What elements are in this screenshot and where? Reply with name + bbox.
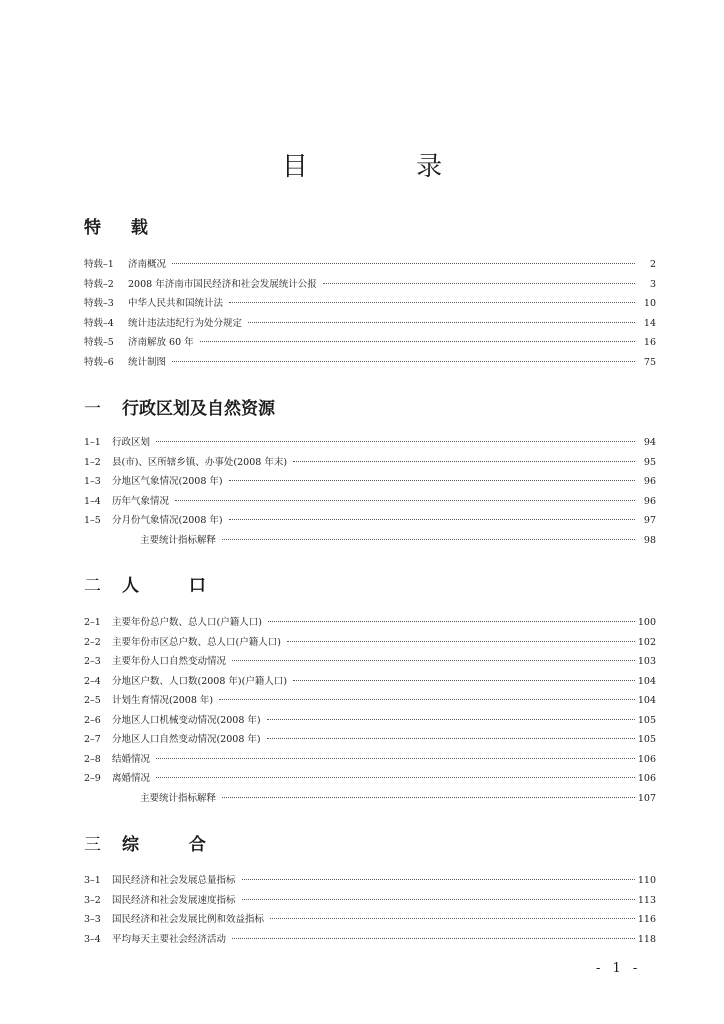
entry-page: 110 [637, 875, 656, 886]
entry-label: 国民经济和社会发展速度指标 [112, 894, 236, 906]
entry-label: 济南概况 [128, 259, 167, 270]
entry-page: 106 [637, 773, 656, 784]
entry-page: 14 [643, 317, 656, 329]
section-heading-administrative[interactable] [84, 394, 275, 419]
dot-leader [229, 519, 635, 520]
section-heading-population[interactable] [84, 571, 228, 596]
entry-code: 特载–2 [84, 278, 114, 290]
toc-entry[interactable] [84, 633, 656, 653]
toc-entry[interactable] [84, 652, 656, 672]
toc-entry[interactable] [84, 333, 656, 353]
dot-leader [242, 899, 635, 900]
entry-code: 1–3 [84, 476, 101, 487]
toc-entry[interactable] [84, 910, 656, 930]
entry-label: 行政区划 [112, 437, 151, 448]
entry-label: 分地区气象情况(2008 年) [112, 476, 223, 487]
entry-code: 3–2 [84, 894, 101, 906]
entry-code: 特载–3 [84, 298, 114, 309]
dot-leader [287, 641, 635, 642]
toc-entry[interactable] [84, 672, 656, 692]
entry-code: 1–2 [84, 456, 101, 468]
toc-entry[interactable] [84, 531, 656, 551]
toc-entry[interactable] [84, 691, 656, 711]
dot-leader [293, 680, 635, 681]
entry-label: 统计违法违纪行为处分规定 [128, 317, 243, 329]
entry-page: 107 [637, 792, 656, 804]
entry-label: 分地区人口机械变动情况(2008 年) [112, 714, 261, 726]
entry-label: 主要统计指标解释 [140, 792, 217, 804]
dot-leader [242, 879, 635, 880]
dot-leader [156, 758, 635, 759]
entry-label: 主要年份市区总户数、总人口(户籍人口) [112, 636, 281, 648]
dot-leader [293, 461, 635, 462]
entry-page: 113 [637, 894, 656, 906]
entry-label: 离婚情况 [112, 773, 151, 784]
dot-leader [172, 263, 635, 264]
entry-label: 计划生育情况(2008 年) [112, 695, 214, 706]
entry-label: 国民经济和社会发展比例和效益指标 [112, 914, 265, 925]
section-number: 三 [84, 835, 101, 855]
toc-entry[interactable] [84, 294, 656, 314]
toc-entry[interactable] [84, 613, 656, 633]
toc-entry[interactable] [84, 275, 656, 295]
entry-label: 县(市)、区所辖乡镇、办事处(2008 年末) [112, 456, 288, 468]
section-entries-population [84, 613, 656, 808]
dot-leader [156, 777, 635, 778]
toc-entry[interactable] [84, 769, 656, 789]
entry-code: 2–7 [84, 734, 101, 745]
entry-label: 主要统计指标解释 [140, 534, 217, 546]
section-title: 人 口 [122, 576, 228, 596]
toc-entry[interactable] [84, 750, 656, 770]
dot-leader [267, 719, 635, 720]
dot-leader [232, 938, 635, 939]
entry-code: 特载–4 [84, 317, 114, 329]
toc-entry[interactable] [84, 730, 656, 750]
toc-entry[interactable] [84, 891, 656, 911]
dot-leader [219, 699, 635, 700]
dot-leader [175, 500, 635, 501]
entry-code: 2–4 [84, 675, 101, 687]
entry-code: 3–1 [84, 875, 101, 886]
entry-page: 102 [637, 636, 656, 648]
section-title: 行政区划及自然资源 [122, 399, 275, 419]
section-entries-comprehensive [84, 871, 656, 949]
section-entries-special [84, 255, 656, 372]
entry-code: 特载–5 [84, 337, 114, 348]
toc-entry[interactable] [84, 930, 656, 950]
dot-leader [323, 283, 635, 284]
entry-label: 主要年份人口自然变动情况 [112, 656, 227, 667]
dot-leader [229, 302, 635, 303]
entry-label: 分地区人口自然变动情况(2008 年) [112, 734, 261, 745]
entry-label: 2008 年济南市国民经济和社会发展统计公报 [128, 278, 317, 290]
entry-code: 2–6 [84, 714, 101, 726]
entry-code: 特载–6 [84, 356, 114, 368]
entry-page: 96 [643, 476, 656, 487]
entry-code: 特载–1 [84, 259, 114, 270]
entry-code: 2–3 [84, 656, 101, 667]
toc-entry[interactable] [84, 314, 656, 334]
entry-page: 10 [643, 298, 656, 309]
dot-leader [268, 621, 635, 622]
toc-entry[interactable] [84, 711, 656, 731]
entry-label: 分地区户数、人口数(2008 年)(户籍人口) [112, 675, 288, 687]
entry-page: 104 [637, 695, 656, 706]
dot-leader [248, 322, 635, 323]
toc-entry[interactable] [84, 871, 656, 891]
dot-leader [156, 441, 635, 442]
toc-entry[interactable] [84, 789, 656, 809]
dot-leader [267, 738, 635, 739]
entry-code: 1–4 [84, 495, 101, 507]
entry-page: 96 [643, 495, 656, 507]
entry-code: 2–1 [84, 617, 101, 628]
entry-code: 2–5 [84, 695, 101, 706]
entry-page: 3 [649, 278, 656, 290]
page-number: - 1 - [596, 961, 642, 976]
entry-page: 75 [643, 356, 656, 368]
dot-leader [222, 797, 635, 798]
entry-label: 中华人民共和国统计法 [128, 298, 224, 309]
entry-page: 95 [643, 456, 656, 468]
entry-label: 分月份气象情况(2008 年) [112, 515, 223, 526]
entry-code: 2–2 [84, 636, 101, 648]
entry-code: 1–1 [84, 437, 101, 448]
entry-page: 104 [637, 675, 656, 687]
entry-page: 97 [643, 515, 656, 526]
toc-entry[interactable] [84, 492, 656, 512]
entry-code: 2–9 [84, 773, 101, 784]
toc-entry[interactable] [84, 353, 656, 373]
entry-label: 统计制图 [128, 356, 167, 368]
entry-code: 1–5 [84, 515, 101, 526]
entry-code: 3–3 [84, 914, 101, 925]
entry-label: 国民经济和社会发展总量指标 [112, 875, 236, 886]
entry-page: 98 [643, 534, 656, 546]
entry-page: 118 [637, 933, 656, 945]
entry-code: 3–4 [84, 933, 101, 945]
toc-entry[interactable] [84, 511, 656, 531]
entry-label: 济南解放 60 年 [128, 337, 194, 348]
section-heading-comprehensive[interactable] [84, 830, 228, 855]
entry-page: 106 [637, 753, 656, 765]
entry-label: 结婚情况 [112, 753, 151, 765]
entry-page: 105 [637, 714, 656, 726]
entry-code: 2–8 [84, 753, 101, 765]
toc-entry[interactable] [84, 433, 656, 453]
section-title: 综 合 [122, 835, 228, 855]
entry-page: 116 [637, 914, 656, 925]
entry-page: 105 [637, 734, 656, 745]
dot-leader [200, 341, 635, 342]
entry-page: 16 [643, 337, 656, 348]
dot-leader [222, 539, 635, 540]
section-number: 二 [84, 576, 101, 596]
entry-page: 94 [643, 437, 656, 448]
section-entries-administrative [84, 433, 656, 550]
section-heading-special[interactable] [84, 213, 160, 238]
entry-label: 主要年份总户数、总人口(户籍人口) [112, 617, 262, 628]
dot-leader [270, 918, 635, 919]
entry-page: 100 [637, 617, 656, 628]
entry-label: 历年气象情况 [112, 495, 170, 507]
entry-page: 2 [649, 259, 656, 270]
dot-leader [232, 660, 635, 661]
entry-label: 平均每天主要社会经济活动 [112, 933, 227, 945]
section-title: 特 载 [84, 218, 160, 238]
entry-page: 103 [637, 656, 656, 667]
dot-leader [229, 480, 635, 481]
toc-entry[interactable] [84, 472, 656, 492]
page-title: 目 录 [281, 152, 493, 182]
section-number: 一 [84, 399, 101, 419]
dot-leader [172, 361, 635, 362]
toc-entry[interactable] [84, 255, 656, 275]
toc-entry[interactable] [84, 453, 656, 473]
